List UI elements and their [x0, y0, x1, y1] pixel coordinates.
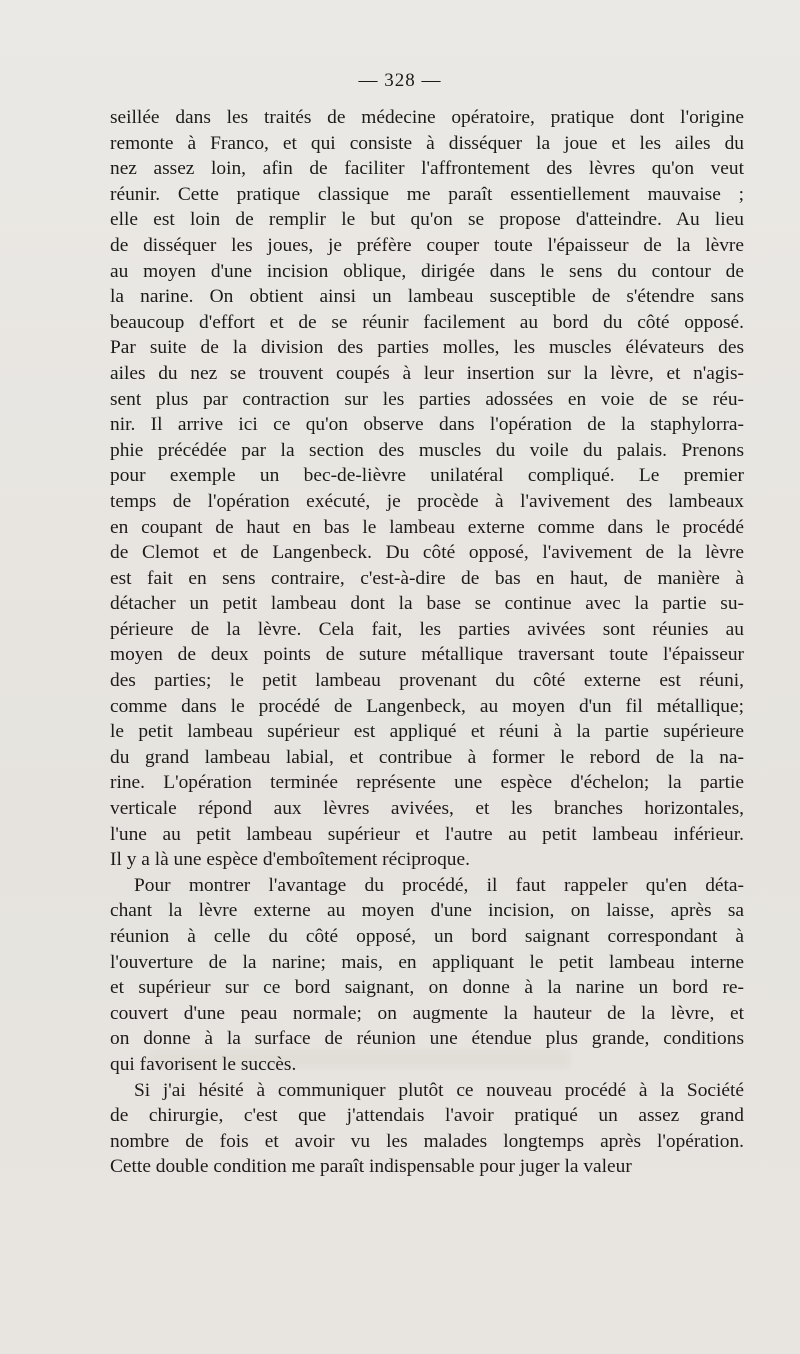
text-line: en coupant de haut en bas le lambeau externe comme dans le procédé	[110, 516, 744, 538]
text-line: l'ouverture de la narine; mais, en appliquant le petit lambeau interne	[110, 951, 744, 973]
text-line: pour exemple un bec-de-lièvre unilatéral compliqué. Le premier	[110, 465, 744, 487]
text-line: détacher un petit lambeau dont la base se continue avec la partie su-	[110, 593, 744, 615]
paragraph	[110, 105, 744, 873]
text-line: Cette double condition me paraît indispensable pour juger la valeur	[110, 1156, 632, 1178]
text-line: du grand lambeau labial, et contribue à former le rebord de la na-	[110, 746, 744, 768]
text-line: nez assez loin, afin de faciliter l'affrontement des lèvres qu'on veut	[110, 158, 744, 180]
text-line: de chirurgie, c'est que j'attendais l'avoir pratiqué un assez grand	[110, 1105, 744, 1127]
text-line: qui favorisent le succès.	[110, 1053, 297, 1075]
text-line: nombre de fois et avoir vu les malades longtemps après l'opération.	[110, 1130, 744, 1152]
text-line: moyen de deux points de suture métallique traversant toute l'épaisseur	[110, 644, 744, 666]
text-line: temps de l'opération exécuté, je procède à l'avivement des lambeaux	[110, 490, 744, 512]
text-line: Si j'ai hésité à communiquer plutôt ce nouveau procédé à la Société	[134, 1079, 744, 1101]
text-line: Pour montrer l'avantage du procédé, il faut rappeler qu'en déta-	[134, 874, 744, 896]
text-line: elle est loin de remplir le but qu'on se propose d'atteindre. Au lieu	[110, 209, 744, 231]
paragraph	[110, 873, 744, 1078]
page-number: — 328 —	[358, 70, 442, 91]
text-line: au moyen d'une incision oblique, dirigée dans le sens du contour de	[110, 260, 744, 282]
text-line: on donne à la surface de réunion une étendue plus grande, conditions	[110, 1028, 744, 1050]
text-line: rine. L'opération terminée représente une espèce d'échelon; la partie	[110, 772, 744, 794]
text-line: chant la lèvre externe au moyen d'une incision, on laisse, après sa	[110, 900, 744, 922]
text-line: est fait en sens contraire, c'est-à-dire de bas en haut, de manière à	[110, 567, 744, 589]
text-line: la narine. On obtient ainsi un lambeau susceptible de s'étendre sans	[110, 286, 744, 308]
text-line: comme dans le procédé de Langenbeck, au moyen d'un fil métallique;	[110, 695, 744, 717]
text-line: phie précédée par la section des muscles du voile du palais. Prenons	[110, 439, 744, 461]
text-line: seillée dans les traités de médecine opératoire, pratique dont l'origine	[110, 107, 744, 128]
text-line: beaucoup d'effort et de se réunir facilement au bord du côté opposé.	[110, 311, 744, 333]
text-line: périeure de la lèvre. Cela fait, les parties avivées sont réunies au	[110, 618, 744, 640]
text-line: remonte à Franco, et qui consiste à disséquer la joue et les ailes du	[110, 132, 744, 154]
text-line: Par suite de la division des parties molles, les muscles élévateurs des	[110, 337, 744, 359]
text-line: couvert d'une peau normale; on augmente la hauteur de la lèvre, et	[110, 1002, 744, 1024]
text-line: sent plus par contraction sur les parties adossées en voie de se réu-	[110, 388, 744, 410]
text-line: réunion à celle du côté opposé, un bord saignant correspondant à	[110, 926, 744, 947]
text-line: le petit lambeau supérieur est appliqué et réuni à la partie supérieure	[110, 721, 744, 743]
text-line: et supérieur sur ce bord saignant, on donne à la narine un bord re-	[110, 977, 744, 999]
text-line: verticale répond aux lèvres avivées, et les branches horizontales,	[110, 798, 744, 820]
text-line: de Clemot et de Langenbeck. Du côté opposé, l'avivement de la lèvre	[110, 542, 744, 564]
text-line: Il y a là une espèce d'emboîtement réciproque.	[110, 849, 470, 871]
text-line: nir. Il arrive ici ce qu'on observe dans l'opération de la staphylorra-	[110, 414, 744, 436]
text-line: de disséquer les joues, je préfère couper toute l'épaisseur de la lèvre	[110, 234, 744, 256]
text-line: l'une au petit lambeau supérieur et l'autre au petit lambeau inférieur.	[110, 823, 744, 845]
text-line: ailes du nez se trouvent coupés à leur insertion sur la lèvre, et n'agis-	[110, 362, 744, 384]
paragraph	[110, 1078, 744, 1180]
body-text	[110, 105, 744, 1180]
text-line: des parties; le petit lambeau provenant du côté externe est réuni,	[110, 670, 744, 692]
text-line: réunir. Cette pratique classique me paraît essentiellement mauvaise ;	[110, 183, 744, 205]
